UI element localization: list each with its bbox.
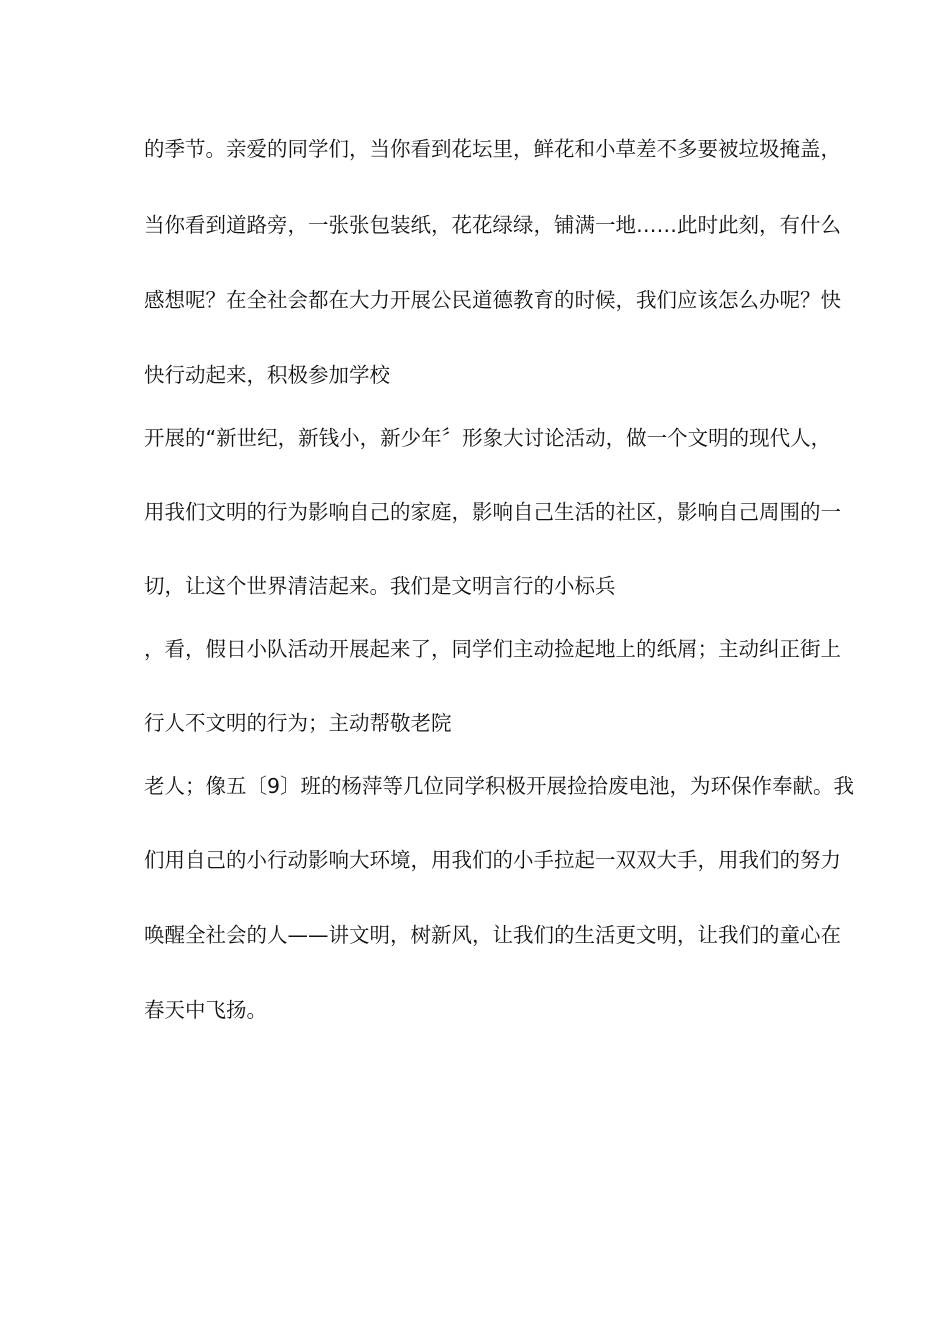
text-line: 春天中飞扬。 xyxy=(144,998,267,1022)
text-line: 唤醒全社会的人——讲文明，树新风，让我们的生活更文明，让我们的童心在 xyxy=(144,923,841,947)
text-line: 们用自己的小行动影响大环境，用我们的小手拉起一双双大手，用我们的努力 xyxy=(144,848,841,872)
text-line: 用我们文明的行为影响自己的家庭，影响自己生活的社区，影响自己周围的一 xyxy=(144,500,841,524)
text-line: 当你看到道路旁，一张张包装纸，花花绿绿，铺满一地……此时此刻，有什么 xyxy=(144,213,841,237)
text-line: 的季节。亲爱的同学们，当你看到花坛里，鲜花和小草差不多要被垃圾掩盖， xyxy=(144,137,841,161)
text-line: 快行动起来，积极参加学校 xyxy=(144,363,390,387)
text-line: 感想呢？在全社会都在大力开展公民道德教育的时候，我们应该怎么办呢？快 xyxy=(144,288,841,312)
text-line: 行人不文明的行为；主动帮敬老院 xyxy=(144,711,452,735)
text-line: 老人；像五〔9〕班的杨萍等几位同学积极开展捡拾废电池，为环保作奉献。我 xyxy=(144,774,855,798)
text-line: 开展的“新世纪，新钱小，新少年〞形象大讨论活动，做一个文明的现代人， xyxy=(144,426,832,450)
text-line: 切，让这个世界清洁起来。我们是文明言行的小标兵 xyxy=(144,574,616,598)
text-line: ，看，假日小队活动开展起来了，同学们主动捡起地上的纸屑；主动纠正街上 xyxy=(144,637,841,661)
